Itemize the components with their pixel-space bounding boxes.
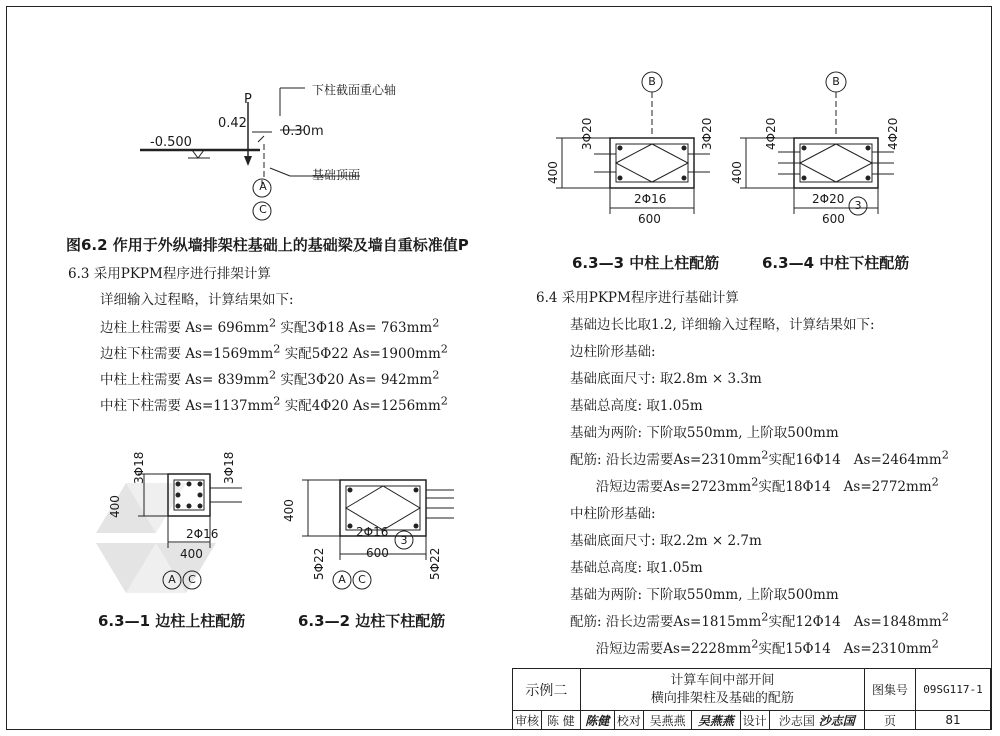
left-rebar-label: 3Φ20 <box>580 117 594 150</box>
checker-signature: 吴燕燕 <box>692 711 740 730</box>
foundation-line: 基础总高度: 取1.05m <box>570 560 703 576</box>
section-6-4-heading: 6.4 采用PKPM程序进行基础计算 <box>536 290 739 306</box>
figure-6-3-2-caption: 6.3—2 边柱下柱配筋 <box>298 612 446 630</box>
foundation-line: 基础边长比取1.2, 详细输入过程略，计算结果如下: <box>570 317 875 333</box>
side-rebar-label: 2Φ20 <box>812 192 845 206</box>
figure-6-3-1-caption: 6.3—1 边柱上柱配筋 <box>98 612 246 630</box>
offset-030-label: 0.30m <box>282 124 324 139</box>
axis-a-label: A <box>338 573 346 586</box>
drawing-title-line1: 计算车间中部开间 <box>670 672 775 688</box>
rebar-result-row: 边柱上柱需要 $As= 696mm^2$ 实配3Φ18 $As= 763mm^2$ <box>100 316 440 336</box>
foundation-line: 配筋: 沿长边需要$As=1815mm^2$实配12Φ14 $As=1848mm^2$ <box>570 610 949 630</box>
designer-signature: 沙志国 <box>818 713 855 728</box>
axis-c-label: C <box>188 573 196 586</box>
height-dim-label: 400 <box>108 495 122 518</box>
rebar-result-row: 边柱下柱需要 $As=1569mm^2$ 实配5Φ22 $As=1900mm^2$ <box>100 342 448 362</box>
figure-6-2-caption: 图6.2 作用于外纵墙排架柱基础上的基础梁及墙自重标准值P <box>66 236 469 254</box>
foundation-line: 中柱阶形基础: <box>570 506 656 522</box>
reviewer-name: 陈 健 <box>542 711 581 730</box>
title-block <box>512 668 991 729</box>
rebar-result-row: 中柱下柱需要 $As=1137mm^2$ 实配4Φ20 $As=1256mm^2$ <box>100 394 448 414</box>
drawing-title-line2: 横向排架柱及基础的配筋 <box>650 690 794 706</box>
foundation-line: 基础为两阶: 下阶取550mm, 上阶取500mm <box>570 587 839 603</box>
axis-b-label: B <box>648 75 656 88</box>
side-rebar-label: 2Φ16 <box>356 525 389 539</box>
offset-042-label: 0.42 <box>218 116 247 131</box>
review-label: 审核 <box>513 711 542 730</box>
foundation-line: 基础底面尺寸: 取2.2m × 2.7m <box>570 533 762 549</box>
centroid-axis-label: 下柱截面重心轴 <box>312 83 397 97</box>
top-right-rebar-label: 3Φ18 <box>222 451 236 484</box>
section-6-3-heading: 6.3 采用PKPM程序进行排架计算 <box>68 266 271 282</box>
axis-c-label: C <box>358 573 366 586</box>
figure-6-2-diagram <box>140 80 420 230</box>
left-rebar-label: 4Φ20 <box>764 117 778 150</box>
foundation-line: 沿短边需要$As=2723mm^2$实配18Φ14 $As=2772mm^2$ <box>570 475 939 495</box>
width-dim-label: 600 <box>366 546 389 560</box>
foundation-top-label: 基础顶面 <box>312 168 361 182</box>
height-dim-label: 400 <box>282 499 296 522</box>
designer-name: 沙志国 沙志国 <box>769 711 864 730</box>
foundation-line: 基础总高度: 取1.05m <box>570 398 703 414</box>
axis-b-label: B <box>832 75 840 88</box>
axis-a-label: A <box>259 180 267 193</box>
right-rebar-label: 4Φ20 <box>886 117 900 150</box>
check-label: 校对 <box>614 711 643 730</box>
foundation-line: 沿短边需要$As=2228mm^2$实配15Φ14 $As=2310mm^2$ <box>570 637 939 657</box>
figure-6-3-4-section <box>734 66 914 236</box>
figure-6-3-3-section <box>550 66 720 236</box>
example-label: 示例二 <box>513 669 581 711</box>
axis-a-label: A <box>168 573 176 586</box>
foundation-line: 配筋: 沿长边需要$As=2310mm^2$实配16Φ14 $As=2464mm^2$ <box>570 448 949 468</box>
elevation-label: -0.500 <box>150 135 192 150</box>
checker-name: 吴燕燕 <box>643 711 691 730</box>
side-rebar-label: 2Φ16 <box>634 192 667 206</box>
arrow-down-icon <box>244 156 252 166</box>
section-6-3-intro: 详细输入过程略，计算结果如下: <box>100 292 294 308</box>
figure-6-3-1-section <box>96 438 276 598</box>
height-dim-label: 400 <box>730 161 744 184</box>
drawing-title <box>580 669 864 711</box>
page-label: 页 <box>865 711 916 730</box>
atlas-label: 图集号 <box>865 669 916 711</box>
side-rebar-label: 2Φ16 <box>186 527 219 541</box>
atlas-number: 09SG117-1 <box>916 669 991 711</box>
reviewer-signature: 陈健 <box>580 711 614 730</box>
width-dim-label: 400 <box>180 547 203 561</box>
foundation-line: 基础底面尺寸: 取2.8m × 3.3m <box>570 371 762 387</box>
figure-6-3-3-caption: 6.3—3 中柱上柱配筋 <box>572 254 720 272</box>
top-left-rebar-label: 3Φ18 <box>132 451 146 484</box>
axis-c-label: C <box>259 203 267 216</box>
circle-number-label: 3 <box>854 199 862 212</box>
page-number: 81 <box>916 711 991 730</box>
width-dim-label: 600 <box>822 212 845 226</box>
load-p-label: P <box>244 92 252 107</box>
figure-6-3-4-caption: 6.3—4 中柱下柱配筋 <box>762 254 910 272</box>
right-rebar-label: 3Φ20 <box>700 117 714 150</box>
right-rebar-label: 5Φ22 <box>428 547 442 580</box>
rebar-result-row: 中柱上柱需要 $As= 839mm^2$ 实配3Φ20 $As= 942mm^2$ <box>100 368 440 388</box>
design-label: 设计 <box>740 711 769 730</box>
width-dim-label: 600 <box>638 212 661 226</box>
left-rebar-label: 5Φ22 <box>312 547 326 580</box>
circle-number-label: 3 <box>400 534 408 547</box>
foundation-line: 边柱阶形基础: <box>570 344 656 360</box>
height-dim-label: 400 <box>546 161 560 184</box>
foundation-line: 基础为两阶: 下阶取550mm, 上阶取500mm <box>570 425 839 441</box>
